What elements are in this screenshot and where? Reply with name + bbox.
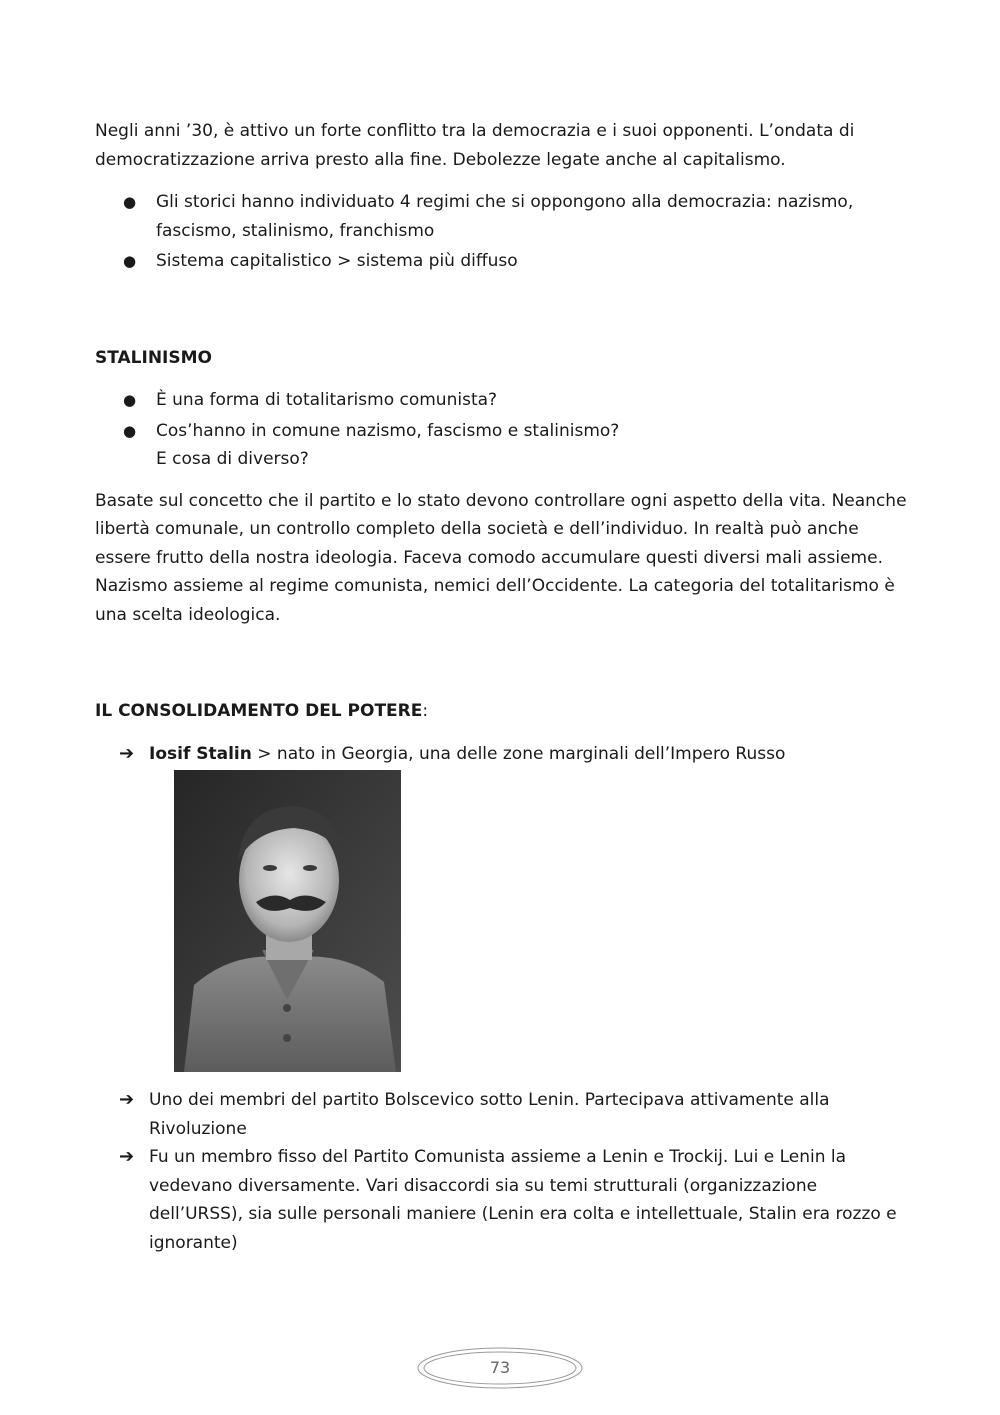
list-item: ➔ Fu un membro fisso del Partito Comunista assieme a Lenin e Trockij. Lui e Lenin la vedevano diversamente. Vari disaccordi sia su temi strutturali (organizzazione dell’URSS), sia sulle personali maniere (Lenin era colta e intellettuale, Stalin era rozzo e ignorante): [95, 1143, 907, 1257]
list-item: ➔ Uno dei membri del partito Bolscevico sotto Lenin. Partecipava attivamente alla Rivoluzione: [95, 1086, 907, 1143]
section-heading-stalinismo: STALINISMO: [95, 347, 212, 368]
consolidamento-arrow-list-2: [95, 1086, 907, 1257]
page-number-footer: [416, 1346, 584, 1390]
portrait-illustration: [174, 770, 401, 1072]
list-item: ● Cos’hanno in comune nazismo, fascismo e stalinismo? E cosa di diverso?: [95, 417, 907, 474]
list-item: ➔ Iosif Stalin > nato in Georgia, una delle zone marginali dell’Impero Russo: [95, 740, 907, 769]
bullet-icon: ●: [123, 421, 137, 440]
intro-paragraph: Negli anni ’30, è attivo un forte conflitto tra la democrazia e i suoi opponenti. L’ondata di democratizzazione arriva presto alla fine. Debolezze legate anche al capitalismo.: [95, 121, 855, 170]
stalinismo-paragraph: Basate sul concetto che il partito e lo stato devono controllare ogni aspetto della vita. Neanche libertà comunale, un controllo completo della società e dell’individuo. In realtà può anche essere frutto della nostra ideologia. Faceva comodo accumulare questi diversi mali assieme. Nazismo assieme al regime comunista, nemici dell’Occidente. La categoria del totalitarismo è una scelta ideologica.: [95, 490, 907, 625]
document-page: [95, 117, 907, 1257]
list-item: ● È una forma di totalitarismo comunista?: [95, 386, 907, 415]
section-heading-consolidamento: IL CONSOLIDAMENTO DEL POTERE:: [95, 701, 429, 721]
arrow-right-icon: ➔: [119, 1089, 135, 1110]
stalinismo-bullet-list: [95, 386, 907, 474]
portrait-photo: [174, 770, 401, 1072]
bullet-icon: ●: [123, 252, 137, 270]
bullet-icon: ●: [123, 391, 137, 409]
intro-bullet-list: [95, 188, 907, 276]
arrow-right-icon: ➔: [119, 742, 135, 764]
consolidamento-arrow-list: [95, 740, 907, 769]
arrow-right-icon: ➔: [119, 1146, 135, 1167]
page-number: 73: [489, 1358, 511, 1377]
list-item: ● Gli storici hanno individuato 4 regimi che si oppongono alla democrazia: nazismo, fascismo, stalinismo, franchismo: [95, 188, 907, 245]
bullet-icon: ●: [123, 193, 137, 211]
list-item: ● Sistema capitalistico > sistema più diffuso: [95, 247, 907, 276]
person-name: Iosif Stalin: [149, 743, 252, 764]
